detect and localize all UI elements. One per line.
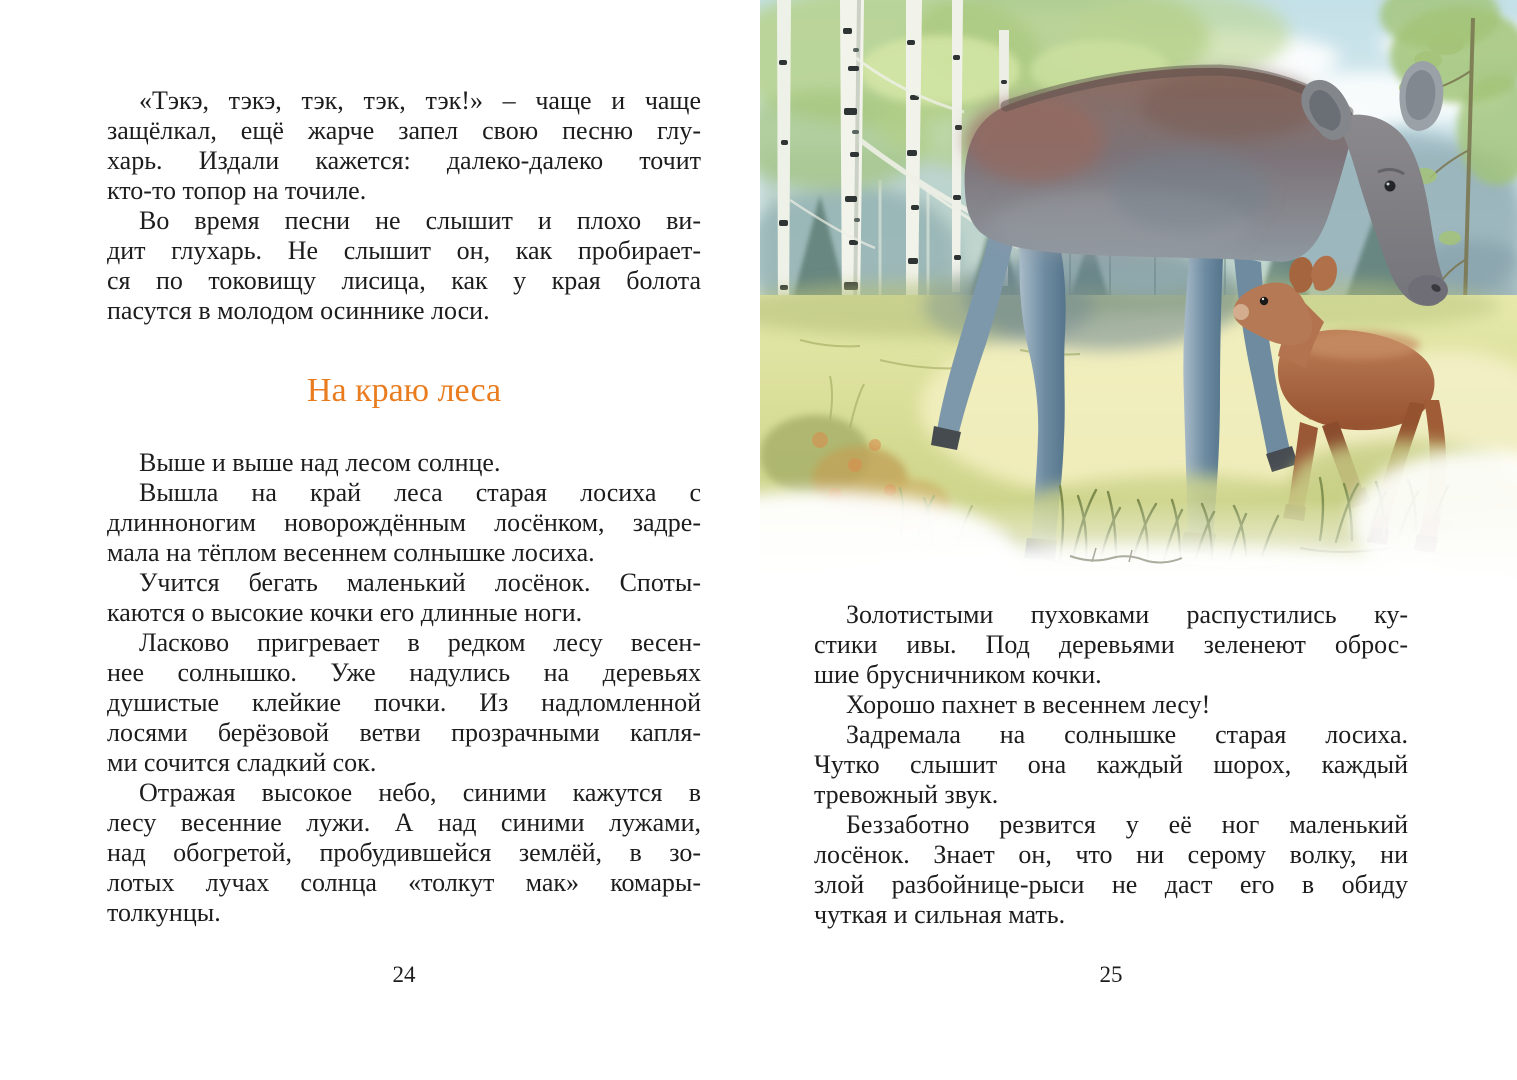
text-line: Золотистыми пуховками распустились ку- xyxy=(846,600,1408,629)
paragraph xyxy=(814,810,1408,930)
text-line: стики ивы. Под деревьями зеленеют оброс- xyxy=(814,630,1408,659)
text-line: Хорошо пахнет в весеннем лесу! xyxy=(846,690,1211,719)
text-line: длинноногим новорождённым лосёнком, задре- xyxy=(107,508,701,537)
text-line: Во время песни не слышит и плохо ви- xyxy=(139,206,701,235)
text-line: лесу весенние лужи. А над синими лужами, xyxy=(107,808,701,837)
text-line: Чутко слышит она каждый шорох, каждый xyxy=(814,750,1408,779)
text-line: лотых лучах солнца «толкут мак» комары- xyxy=(107,868,701,897)
text-line: харь. Издали кажется: далеко-далеко точит xyxy=(107,146,701,175)
text-line: «Тэкэ, тэкэ, тэк, тэк, тэк!» – чаще и чаще xyxy=(139,86,701,115)
paragraph xyxy=(107,206,701,326)
text-line: защёлкал, ещё жарче запел свою песню глу- xyxy=(107,116,701,145)
text-line: пасутся в молодом осиннике лоси. xyxy=(107,296,490,325)
page-number-right: 25 xyxy=(1099,962,1123,987)
paragraph xyxy=(107,448,701,478)
paragraph xyxy=(814,690,1408,720)
paragraph xyxy=(107,86,701,206)
text-line: злой разбойнице-рыси не даст его в обиду xyxy=(814,870,1408,899)
paragraph xyxy=(814,600,1408,690)
text-line: каются о высокие кочки его длинные ноги. xyxy=(107,598,583,627)
text-line: Отражая высокое небо, синими кажутся в xyxy=(139,778,701,807)
paragraph xyxy=(107,628,701,778)
text-line: ми сочится сладкий сок. xyxy=(107,748,377,777)
text-line: Беззаботно резвится у её ног маленький xyxy=(846,810,1408,839)
paragraph xyxy=(814,720,1408,810)
text-line: шие брусничником кочки. xyxy=(814,660,1102,689)
text-line: Ласково пригревает в редком лесу весен- xyxy=(139,628,701,657)
text-line: Выше и выше над лесом солнце. xyxy=(139,448,501,477)
paragraph xyxy=(107,478,701,568)
text-line: толкунцы. xyxy=(107,898,221,927)
text-line: чуткая и сильная мать. xyxy=(814,900,1066,929)
illustration-moose-and-calf xyxy=(760,0,1517,578)
paragraph xyxy=(107,568,701,628)
text-line: ся по токовищу лисица, как у края болота xyxy=(107,266,701,295)
right-text-column xyxy=(814,600,1408,930)
page-number-left: 24 xyxy=(392,962,416,987)
paragraph xyxy=(107,778,701,928)
text-line: над обогретой, пробудившейся землёй, в зо- xyxy=(107,838,701,867)
text-line: кто-то топор на точиле. xyxy=(107,176,367,205)
text-line: тревожный звук. xyxy=(814,780,999,809)
text-line: дит глухарь. Не слышит он, как пробирает- xyxy=(107,236,701,265)
section-heading: На краю леса xyxy=(306,372,502,409)
text-line: Вышла на край леса старая лосиха с xyxy=(139,478,701,507)
text-line: лосями берёзовой ветви прозрачными капля- xyxy=(107,718,701,747)
text-line: нее солнышко. Уже надулись на деревьях xyxy=(107,658,701,687)
text-line: Учится бегать маленький лосёнок. Споты- xyxy=(139,568,701,597)
text-line: Задремала на солнышке старая лосиха. xyxy=(846,720,1408,749)
text-line: лосёнок. Знает он, что ни серому волку, ни xyxy=(814,840,1408,869)
text-line: мала на тёплом весеннем солнышке лосиха. xyxy=(107,538,595,567)
left-text-column xyxy=(107,86,701,928)
text-line: душистые клейкие почки. Из надломленной xyxy=(107,688,701,717)
